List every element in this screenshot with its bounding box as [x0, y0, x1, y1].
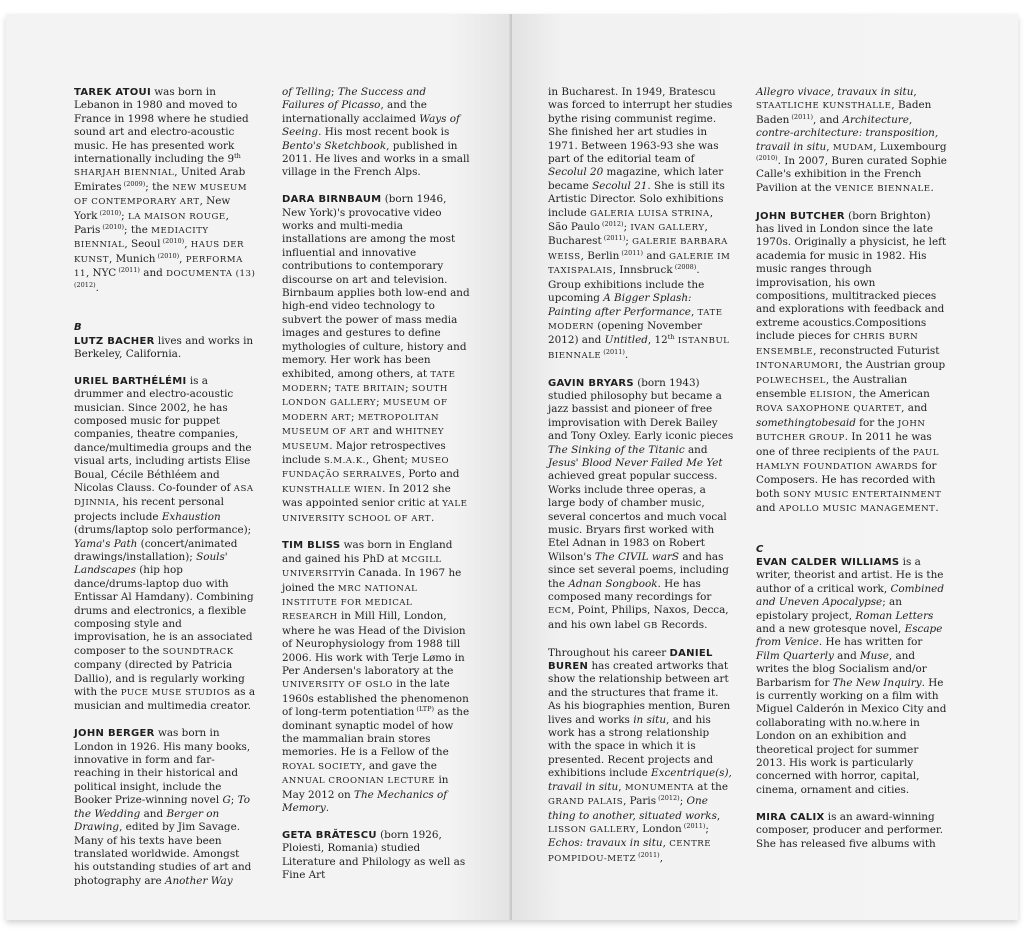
column-2 — [282, 86, 470, 896]
section-letter: C — [756, 543, 764, 555]
bio-paragraph — [282, 829, 470, 883]
section-letter: B — [74, 322, 82, 334]
column-4 — [756, 86, 948, 864]
bio-paragraph — [282, 86, 470, 180]
bio-text: (born 1926, Ploiesti, Romania) studied Literature and Philology as well as Fine Art — [282, 828, 466, 882]
bio-text: lives and works in Berkeley, California. — [74, 334, 254, 360]
bio-name: EVAN CALDER WILLIAMS — [756, 556, 900, 568]
bio-lead-in: Throughout his career — [548, 646, 670, 659]
bio-paragraph — [74, 375, 256, 714]
book-spread — [6, 14, 1018, 920]
bio-paragraph — [756, 210, 948, 517]
bio-text: Allegro vivace, travaux in situ, STAATLICHE KUNSTHALLE, Baden Baden $^{(2011)}$, and Architecture, contre-architecture: transposition, travail in situ, MUDAM, Luxembourg $^{(2010)}$. In 2007, Buren curated Sophie Calle's exhibition in the French Pavilion at the VENICE BIENNALE. — [756, 86, 947, 194]
bio-name: TAREK ATOUI — [74, 87, 151, 98]
bio-name: URIEL BARTHÉLÉMI — [74, 375, 187, 387]
bio-text: is a drummer and electro-acoustic musician. Since 2002, he has composed music for puppet companies, theatre companies, dance/multimedia groups and the visual arts, including artists Elise Boual, Cécile Béthléem and Nicolas Clauss. Co-founder of ASA DJINNIA, his recent personal projects include Exhaustion (drums/laptop solo performance); Yama's Path (concert/animated drawings/installation); Souls' Landscapes (hip hop dance/drums-laptop duo with Entissar Al Hamdany). Combining drums and electronics, a flexible composing style and improvisation, he is an associated composer to the SOUNDTRACK company (directed by Patricia Dallio), and is regularly working with the PUCE MUSE STUDIOS as a musician and multimedia creator. — [74, 374, 256, 713]
bio-paragraph — [74, 727, 256, 888]
bio-text: was born in London in 1926. His many books, innovative in form and far-reaching in their historical and political insight, include the Booker Prize-winning novel G; To the Wedding and Berger on Drawing, edited by Jim Savage. Many of his texts have been translated worldwide. Amongst his outstanding studies of art and photography are Another Way — [74, 727, 252, 887]
bio-paragraph — [756, 86, 948, 196]
bio-paragraph — [282, 193, 470, 526]
bio-name: DANIEL BUREN — [548, 647, 713, 673]
bio-name: JOHN BUTCHER — [756, 210, 845, 222]
bio-paragraph — [756, 556, 948, 797]
bio-paragraph — [282, 539, 470, 815]
bio-paragraph — [548, 377, 734, 634]
bio-paragraph — [548, 647, 734, 867]
bio-paragraph — [74, 86, 256, 295]
bio-name: TIM BLISS — [282, 540, 341, 552]
bio-text: has created artworks that show the relationship between art and the structures that frame it. As his biographies mention, Buren lives and works in situ, and his work has a strong relationship with the space in which it is presented. Recent projects and exhibitions include Excentrique(s), travail in situ, MONUMENTA at the GRAND PALAIS, Paris $^{(2012)}$; One thing to another, situated works, LISSON GALLERY, London $^{(2011)}$; Echos: travaux in situ, CENTRE POMPIDOU-METZ $^{(2011)}$, — [548, 660, 732, 864]
bio-text: is a writer, theorist and artist. He is the author of a critical work, Combined and Uneven Apocalypse; an epistolary project, Roman Letters and a new grotesque novel, Escape from Venice. He has written for Film Quarterly and Muse, and writes the blog Socialism and/or Barbarism for The New Inquiry. He is currently working on a film with Miguel Calderón in Mexico City and collaborating with no.w.here in London on an exhibition and theoretical project for summer 2013. His work is particularly concerned with horror, capital, cinema, ornament and cities. — [756, 555, 947, 796]
bio-text: was born in England and gained his PhD at MCGILL UNIVERSITYin Canada. In 1967 he joined the MRC NATIONAL INSTITUTE FOR MEDICAL RESEARCH in Mill Hill, London, where he was Head of the Division of Neurophysiology from 1988 till 2006. His work with Terje Lømo in Per Andersen's laboratory at the UNIVERSITY OF OSLO in the late 1960s established the phenomenon of long-term potentiation $^{(LTP)}$ as the dominant synaptic model of how the mammalian brain stores memories. He is a Fellow of the ROYAL SOCIETY, and gave the ANNUAL CROONIAN LECTURE in May 2012 on The Mechanics of Memory. — [282, 539, 470, 815]
column-3 — [548, 86, 734, 880]
bio-paragraph — [756, 811, 948, 851]
bio-text: of Telling; The Success and Failures of Picasso, and the internationally acclaimed Ways of Seeing. His most recent book is Bento's Sketchbook, published in 2011. He lives and works in a small village in the French Alps. — [282, 86, 470, 179]
bio-name: MIRA CALIX — [756, 811, 825, 823]
bio-text: (born Brighton) has lived in London since the late 1970s. Originally a physicist, he left academia for music in 1982. His music ranges through improvisation, his own compositions, multitracked pieces and explorations with feedback and extreme acoustics.Compositions include pieces for CHRIS BURN ENSEMBLE, reconstructed Futurist INTONARUMORI, the Austrian group POLWECHSEL, the Australian ensemble ELISION, the American ROVA SAXOPHONE QUARTET, and somethingtobesaid for the JOHN BUTCHER GROUP. In 2011 he was one of three recipients of the PAUL HAMLYN FOUNDATION AWARDS for Composers. He has recorded with both SONY MUSIC ENTERTAINMENT and APOLLO MUSIC MANAGEMENT. — [756, 209, 947, 515]
bio-name: GETA BRĂTESCU — [282, 829, 377, 841]
bio-text: was born in Lebanon in 1980 and moved to France in 1998 where he studied sound art and electro-acoustic music. He has presented work internationally including the 9th SHARJAH BIENNIAL, United Arab Emirates $^{(2009)}$; the NEW MUSEUM OF CONTEMPORARY ART, New York $^{(2010)}$; LA MAISON ROUGE, Paris $^{(2010)}$; the MEDIACITY BIENNIAL, Seoul $^{(2010)}$, HAUS DER KUNST, Munich $^{(2010)}$, PERFORMA 11, NYC $^{(2011)}$ and DOCUMENTA (13) $^{(2012)}$. — [74, 86, 256, 294]
right-page — [512, 14, 1018, 920]
bio-name: DARA BIRNBAUM — [282, 194, 382, 206]
bio-text: is an award-winning composer, producer and performer. She has released five albums with — [756, 810, 944, 850]
bio-name: JOHN BERGER — [74, 728, 155, 740]
bio-paragraph — [548, 86, 734, 363]
bio-text: (born 1946, New York)'s provocative video works and multi-media installations are among the most influential and innovative contributions to contemporary discourse on art and television. Birnbaum applies both low-end and high-end video technology to subvert the power of mass media images and gestures to define mythologies of culture, history and memory. Her work has been exhibited, among others, at TATE MODERN; TATE BRITAIN; SOUTH LONDON GALLERY; MUSEUM OF MODERN ART; METROPOLITAN MUSEUM OF ART and WHITNEY MUSEUM. Major retrospectives include S.M.A.K., Ghent; MUSEO FUNDAÇÃO SERRALVES, Porto and KUNSTHALLE WIEN. In 2012 she was appointed senior critic at YALE UNIVERSITY SCHOOL OF ART. — [282, 193, 470, 524]
bio-text: in Bucharest. In 1949, Bratescu was forced to interrupt her studies bythe rising communist regime. She finished her art studies in 1971. Between 1963-93 she was part of the editorial team of Secolul 20 magazine, which later became Secolul 21. She is still its Artistic Director. Solo exhibitions include GALERIA LUISA STRINA, São Paulo $^{(2012)}$; IVAN GALLERY, Bucharest $^{(2011)}$; GALERIE BARBARA WEISS, Berlin $^{(2011)}$ and GALERIE IM TAXISPALAIS, Innsbruck $^{(2008)}$. Group exhibitions include the upcoming A Bigger Splash: Painting after Performance, TATE MODERN (opening November 2012) and Untitled, 12th ISTANBUL BIENNALE $^{(2011)}$. — [548, 86, 733, 361]
bio-name: LUTZ BACHER — [74, 335, 155, 347]
left-page — [6, 14, 512, 920]
bio-paragraph — [74, 335, 256, 362]
bio-name: GAVIN BRYARS — [548, 377, 634, 389]
bio-text: (born 1943) studied philosophy but became a jazz bassist and pioneer of free improvisation with Derek Bailey and Tony Oxley. Early iconic pieces The Sinking of the Titanic and Jesus' Blood Never Failed Me Yet achieved great popular success. Works include three operas, a large body of chamber music, several concertos and much vocal music. Bryars first worked with Etel Adnan in 1983 on Robert Wilson's The CIVIL warS and has since set several poems, including the Adnan Songbook. He has composed many recordings for ECM, Point, Philips, Naxos, Decca, and his own label GB Records. — [548, 376, 734, 631]
column-1 — [74, 86, 256, 902]
